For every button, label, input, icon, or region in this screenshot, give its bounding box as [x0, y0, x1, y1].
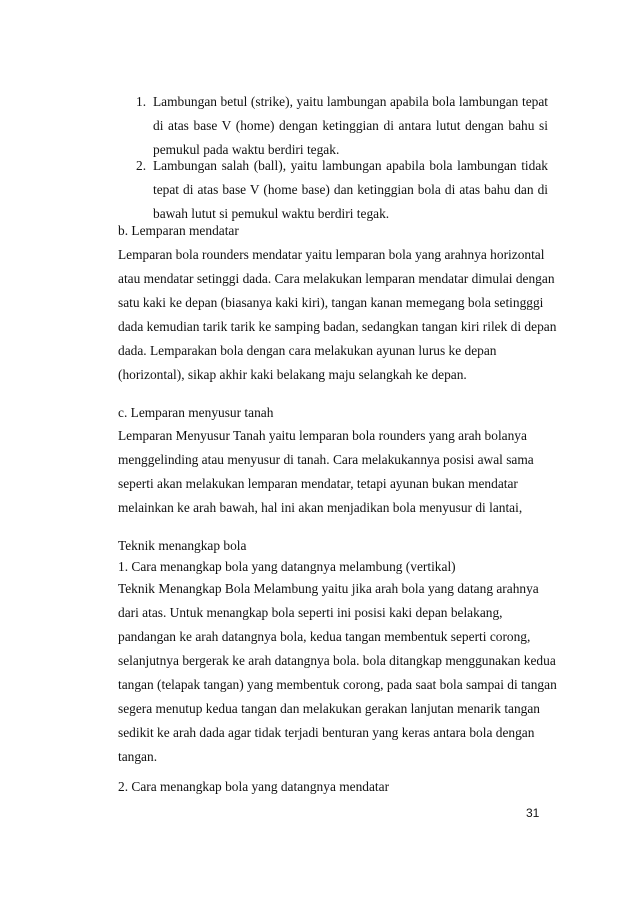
- paragraph-line: tangan.: [118, 749, 158, 764]
- paragraph-line: selanjutnya bergerak ke arah datangnya bola. bola ditangkap menggunakan kedua: [118, 653, 556, 668]
- list-line: Lambungan betul (strike), yaitu lambungan apabila bola lambungan tepat: [153, 94, 548, 109]
- paragraph-line: dari atas. Untuk menangkap bola seperti ini posisi kaki depan belakang,: [118, 605, 503, 620]
- paragraph-line: segera menutup kedua tangan dan melakukan gerakan lanjutan menarik tangan: [118, 701, 541, 716]
- paragraph-line: melainkan ke arah bawah, hal ini akan menjadikan bola menyusur di lantai,: [118, 500, 523, 515]
- paragraph-line: (horizontal), sikap akhir kaki belakang maju selangkah ke depan.: [118, 367, 467, 382]
- section-heading: b. Lemparan mendatar: [118, 223, 239, 238]
- list-line: di atas base V (home) dengan ketinggian di antara lutut dengan bahu si: [153, 118, 548, 133]
- paragraph-line: atau mendatar setinggi dada. Cara melakukan lemparan mendatar dimulai dengan: [118, 271, 555, 286]
- list-item: [136, 154, 548, 226]
- list-line: pemukul pada waktu berdiri tegak.: [153, 142, 340, 157]
- section-paragraph: [118, 577, 558, 769]
- paragraph-line: Lemparan bola rounders mendatar yaitu lemparan bola yang arahnya horizontal: [118, 247, 545, 262]
- section-heading: Teknik menangkap bola: [118, 538, 247, 553]
- paragraph-line: Lemparan Menyusur Tanah yaitu lemparan bola rounders yang arah bolanya: [118, 428, 527, 443]
- page-number: 31: [526, 806, 540, 820]
- list-line: tepat di atas base V (home base) dan ketinggian bola di atas bahu dan di: [153, 182, 548, 197]
- paragraph-line: menggelinding atau menyusur di tanah. Cara melakukannya posisi awal sama: [118, 452, 534, 467]
- paragraph-line: dada kemudian tarik tarik ke samping badan, sedangkan tangan kiri rilek di depan: [118, 319, 557, 334]
- paragraph-line: pandangan ke arah datangnya bola, kedua tangan membentuk seperti corong,: [118, 629, 531, 644]
- section-paragraph: [118, 243, 558, 387]
- list-number: 1.: [136, 94, 147, 109]
- list-item: [136, 90, 548, 162]
- paragraph-line: seperti akan melakukan lemparan mendatar, tetapi ayunan bukan mendatar: [118, 476, 518, 491]
- list-line: bawah lutut si pemukul waktu berdiri tegak.: [153, 206, 390, 221]
- paragraph-line: Teknik Menangkap Bola Melambung yaitu jika arah bola yang datang arahnya: [118, 581, 539, 596]
- section-paragraph: [118, 424, 558, 520]
- section-heading: c. Lemparan menyusur tanah: [118, 405, 274, 420]
- paragraph-line: satu kaki ke depan (biasanya kaki kiri), tangan kanan memegang bola setingggi: [118, 295, 544, 310]
- subsection-heading: 1. Cara menangkap bola yang datangnya melambung (vertikal): [118, 559, 456, 574]
- paragraph-line: dada. Lemparakan bola dengan cara melakukan ayunan lurus ke depan: [118, 343, 497, 358]
- list-line: Lambungan salah (ball), yaitu lambungan apabila bola lambungan tidak: [153, 158, 548, 173]
- subsection-heading: 2. Cara menangkap bola yang datangnya mendatar: [118, 779, 390, 794]
- paragraph-line: sedikit ke arah dada agar tidak terjadi benturan yang keras antara bola dengan: [118, 725, 535, 740]
- paragraph-line: tangan (telapak tangan) yang membentuk corong, pada saat bola sampai di tangan: [118, 677, 557, 692]
- list-number: 2.: [136, 158, 147, 173]
